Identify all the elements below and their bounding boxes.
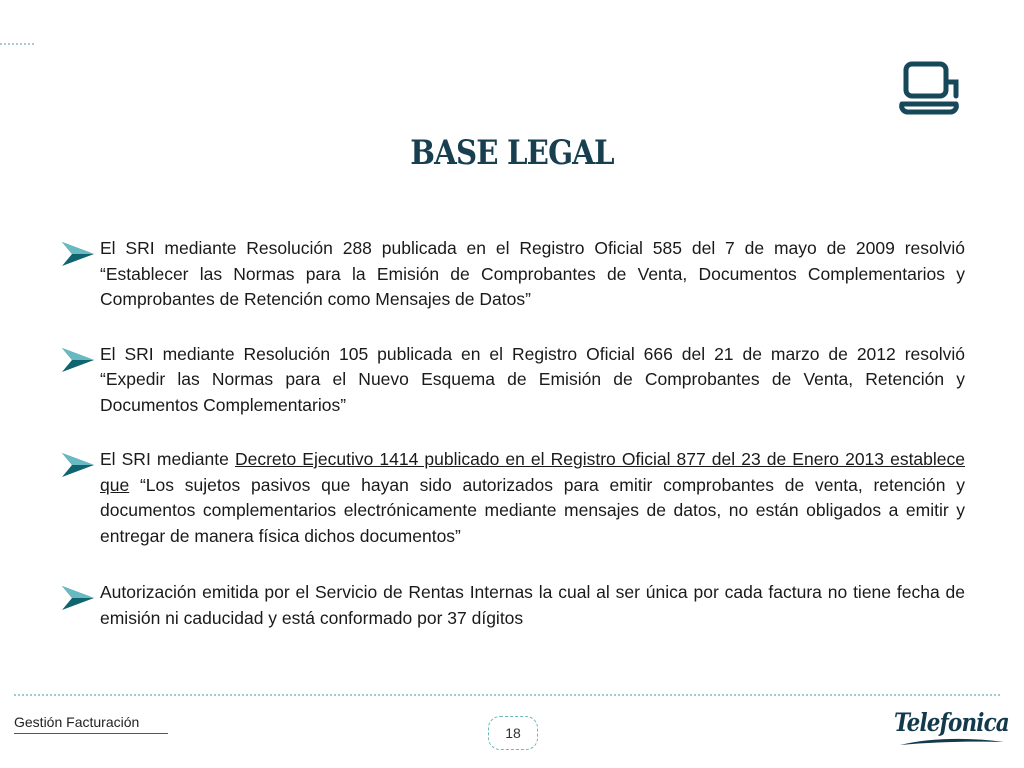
- footer-dotted-line: [14, 694, 1000, 696]
- footer-section-label: Gestión Facturación: [14, 714, 140, 730]
- decree-reference: Decreto Ejecutivo 1414 publicado en el Registro Oficial 877 del 23 de Enero 2013 establece que: [100, 449, 965, 495]
- arrow-bullet-icon: [60, 239, 96, 269]
- bullet-item: [60, 447, 965, 549]
- arrow-bullet-icon: [60, 345, 96, 375]
- bullet-item: [60, 580, 965, 631]
- footer-section-underline: [14, 733, 168, 734]
- logo-text: Telefonica: [894, 708, 1009, 737]
- page-number-badge: 18: [488, 716, 538, 750]
- bullet-text: El SRI mediante Resolución 288 publicada en el Registro Oficial 585 del 7 de mayo de 2009 resolvió “Establecer las Normas para la Emisión de Comprobantes de Venta, Documentos Complementarios y Comprobantes de Retención como Mensajes de Datos”: [100, 238, 965, 309]
- bullet-text: [100, 447, 965, 549]
- bullet-item: [60, 342, 965, 419]
- laptop-icon: [898, 60, 960, 118]
- top-dotted-line: [0, 43, 34, 45]
- bullet-text: Autorización emitida por el Servicio de Rentas Internas la cual al ser única por cada factura no tiene fecha de emisión ni caducidad y está conformado por 37 dígitos: [100, 582, 965, 628]
- bullet-item: [60, 236, 965, 313]
- telefonica-logo: [894, 708, 1010, 750]
- bullet-text: El SRI mediante Resolución 105 publicada en el Registro Oficial 666 del 21 de marzo de 2012 resolvió “Expedir las Normas para el Nuevo Esquema de Emisión de Comprobantes de Venta, Retención y Documentos Complementarios”: [100, 343, 965, 415]
- bullet-suffix: “Los sujetos pasivos que hayan sido autorizados para emitir comprobantes de venta, retención y documentos complementarios electrónicamente mediante mensajes de datos, no están obligados a emitir y entregar de manera física dichos documentos”: [100, 474, 965, 546]
- arrow-bullet-icon: [60, 450, 96, 480]
- logo-swoosh-icon: [898, 736, 1006, 748]
- bullet-prefix: El SRI mediante: [100, 449, 235, 469]
- arrow-bullet-icon: [60, 583, 96, 613]
- bullet-list: [60, 236, 965, 660]
- slide-title: BASE LEGAL: [410, 133, 614, 173]
